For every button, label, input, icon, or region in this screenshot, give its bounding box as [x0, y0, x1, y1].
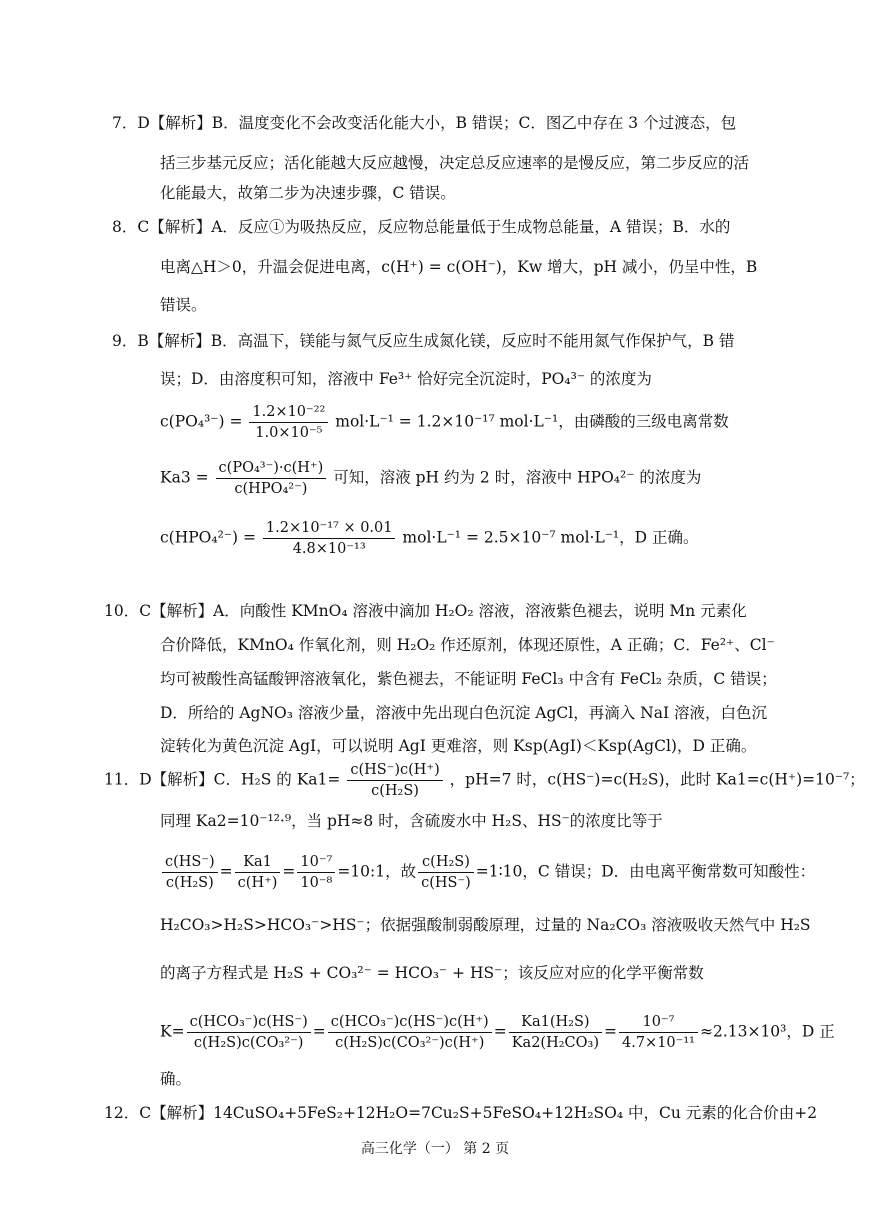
ratio-fraction-2	[235, 852, 281, 893]
eq3-rhs: mol·L⁻¹ = 2.5×10⁻⁷ mol·L⁻¹，D 正确。	[402, 528, 699, 547]
item-7-line-1: 7．D【解析】B．温度变化不会改变活化能大小，B 错误；C．图乙中存在 3 个过渡态，包	[112, 114, 737, 132]
k-fraction-3	[509, 1012, 602, 1053]
item-9-line-1: 9．B【解析】B．高温下，镁能与氮气反应生成氮化镁，反应时不能用氮气作保护气，B 错	[112, 332, 735, 350]
ratio-1-numerator: c(HS⁻)	[162, 852, 218, 873]
item-10-line-1: 10．C【解析】A．向酸性 KMnO₄ 溶液中滴加 H₂O₂ 溶液，溶液紫色褪去，说明 Mn 元素化	[104, 602, 747, 620]
eq3-numerator: 1.2×10⁻¹⁷ × 0.01	[263, 518, 396, 539]
k2-numerator: c(HCO₃⁻)c(HS⁻)c(H⁺)	[328, 1012, 492, 1033]
eq3-denominator: 4.8×10⁻¹³	[292, 541, 366, 557]
ka1-fraction	[347, 760, 442, 801]
k-fraction-4	[619, 1012, 698, 1053]
ratio-3-numerator: 10⁻⁷	[297, 852, 335, 873]
ratio-2-denominator: c(H⁺)	[237, 875, 278, 891]
item-8-line-2: 电离△H＞0，升温会促进电离，c(H⁺) = c(OH⁻)，Kw 增大，pH 减小，仍呈中性，B	[160, 258, 758, 276]
item-10-line-4: D．所给的 AgNO₃ 溶液少量，溶液中先出现白色沉淀 AgCl，再滴入 NaI 溶液，白色沉	[160, 704, 768, 722]
equation-ka3	[160, 458, 824, 499]
item-7-line-3: 化能最大，故第二步为决速步骤，C 错误。	[160, 184, 456, 202]
ratio-4-denominator: c(HS⁻)	[421, 875, 471, 891]
equation-po4	[160, 402, 824, 443]
ratio-1-denominator: c(H₂S)	[165, 875, 214, 891]
item-11-line-4: H₂CO₃>H₂S>HCO₃⁻>HS⁻；依据强酸制弱酸原理，过量的 Na₂CO₃ 溶液吸收天然气中 H₂S	[160, 916, 811, 934]
k2-denominator: c(H₂S)c(CO₃²⁻)c(H⁺)	[335, 1035, 485, 1051]
item-9-line-2: 误；D．由溶度积可知，溶液中 Fe³⁺ 恰好完全沉淀时，PO₄³⁻ 的浓度为	[160, 370, 652, 388]
item-8-line-3: 错误。	[160, 296, 207, 314]
ka1-numerator: c(HS⁻)c(H⁺)	[347, 760, 442, 781]
equilibrium-constant-equation: K= c(HCO₃⁻)c(HS⁻) c(H₂S)c(CO₃²⁻) = c(HCO₃⁻)c(HS⁻)c(H⁺) c(H₂S)c(CO₃²⁻)c(H⁺) = $\frac{\text{Ka1(H₂S)}}{\text{Ka2(H₂CO₃)}}$ = $\frac{\text{10⁻⁷}}{\text{4.7×10⁻¹¹}}$ ≈2.13×10³，D 正	[160, 1014, 835, 1051]
item-11-ratio-line: $\frac{c(HS^-)}{\text{c(H₂S)}}$ = $\frac{Ka1}{c(H^+)}$ = $\frac{\text{10⁻⁷}}{\text{10⁻⁸}}$ =10:1，故 $\frac{\text{c(H₂S)}}{c(HS^-)}$ =1∶10，C 错误；D．由电离平衡常数可知酸性：	[160, 852, 824, 893]
ratio-post-text: =1∶10，C 错误；D．由电离平衡常数可知酸性：	[475, 862, 816, 881]
item-11-post: ，pH=7 时，c(HS⁻)=c(H₂S)，此时 Ka1=c(H⁺)=10⁻⁷；	[449, 770, 865, 789]
eq1-numerator: 1.2×10⁻²²	[249, 402, 328, 423]
k3-denominator: Ka2(H₂CO₃)	[511, 1035, 599, 1051]
ratio-2-numerator: Ka1	[235, 852, 281, 873]
item-10-line-2: 合价降低，KMnO₄ 作氧化剂，则 H₂O₂ 作还原剂，体现还原性，A 正确；C．Fe²⁺、Cl⁻	[160, 636, 775, 654]
item-11-line-7: 确。	[160, 1070, 192, 1088]
k-fraction-1	[187, 1012, 311, 1053]
ratio-fraction-1	[162, 852, 218, 893]
k-prefix: K=	[160, 1022, 185, 1041]
eq2-lhs: Ka3 =	[160, 468, 209, 487]
eq1-lhs: c(PO₄³⁻) =	[160, 412, 243, 431]
k1-denominator: c(H₂S)c(CO₃²⁻)	[193, 1035, 304, 1051]
item-7-line-2: 括三步基元反应；活化能越大反应越慢，决定总反应速率的是慢反应，第二步反应的活	[160, 154, 750, 172]
item-11-line-5: 的离子方程式是 H₂S + CO₃²⁻ = HCO₃⁻ + HS⁻；该反应对应的化学平衡常数	[160, 964, 704, 982]
k4-numerator: 10⁻⁷	[619, 1012, 698, 1033]
eq2-denominator: c(HPO₄²⁻)	[234, 481, 308, 497]
ratio-fraction-3	[297, 852, 335, 893]
equation-hpo4	[160, 518, 824, 559]
item-11-pre: 11．D【解析】C．H₂S 的 Ka1=	[104, 770, 341, 789]
item-11-line-2: 同理 Ka2=10⁻¹²·⁹，当 pH≈8 时，含硫废水中 H₂S、HS⁻的浓度比等于	[160, 812, 663, 830]
ratio-fraction-4	[418, 852, 474, 893]
k-fraction-2	[328, 1012, 492, 1053]
ka1-denominator: c(H₂S)	[371, 783, 419, 799]
item-10-line-5: 淀转化为黄色沉淀 AgI，可以说明 AgI 更难溶，则 Ksp(AgI)＜Ksp(AgCl)，D 正确。	[160, 737, 757, 755]
k4-denominator: 4.7×10⁻¹¹	[622, 1035, 695, 1051]
eq3-lhs: c(HPO₄²⁻) =	[160, 528, 256, 547]
eq1-fraction	[249, 402, 328, 443]
item-8-line-1: 8．C【解析】A．反应①为吸热反应，反应物总能量低于生成物总能量，A 错误；B．水的	[112, 218, 731, 236]
eq2-numerator: c(PO₄³⁻)·c(H⁺)	[216, 458, 327, 479]
item-11-line-1	[104, 760, 865, 801]
k1-numerator: c(HCO₃⁻)c(HS⁻)	[187, 1012, 311, 1033]
ratio-3-denominator: 10⁻⁸	[300, 875, 333, 891]
k3-numerator: Ka1(H₂S)	[509, 1012, 602, 1033]
item-12-line-1: 12．C【解析】14CuSO₄+5FeS₂+12H₂O=7Cu₂S+5FeSO₄+12H₂SO₄ 中，Cu 元素的化合价由+2	[104, 1104, 818, 1122]
k-suffix: ≈2.13×10³，D 正	[699, 1022, 835, 1041]
eq2-rhs: 可知，溶液 pH 约为 2 时，溶液中 HPO₄²⁻ 的浓度为	[333, 468, 702, 487]
eq1-denominator: 1.0×10⁻⁵	[255, 425, 323, 441]
eq2-fraction	[216, 458, 327, 499]
item-10-line-3: 均可被酸性高锰酸钾溶液氧化，紫色褪去，不能证明 FeCl₃ 中含有 FeCl₂ 杂质，C 错误；	[160, 670, 777, 688]
eq3-fraction	[263, 518, 396, 559]
ratio-middle-text: =10:1，故	[337, 862, 417, 881]
page-footer: 高三化学（一） 第 2 页	[360, 1141, 510, 1157]
eq1-rhs: mol·L⁻¹ = 1.2×10⁻¹⁷ mol·L⁻¹，由磷酸的三级电离常数	[335, 412, 729, 431]
ratio-4-numerator: c(H₂S)	[418, 852, 474, 873]
